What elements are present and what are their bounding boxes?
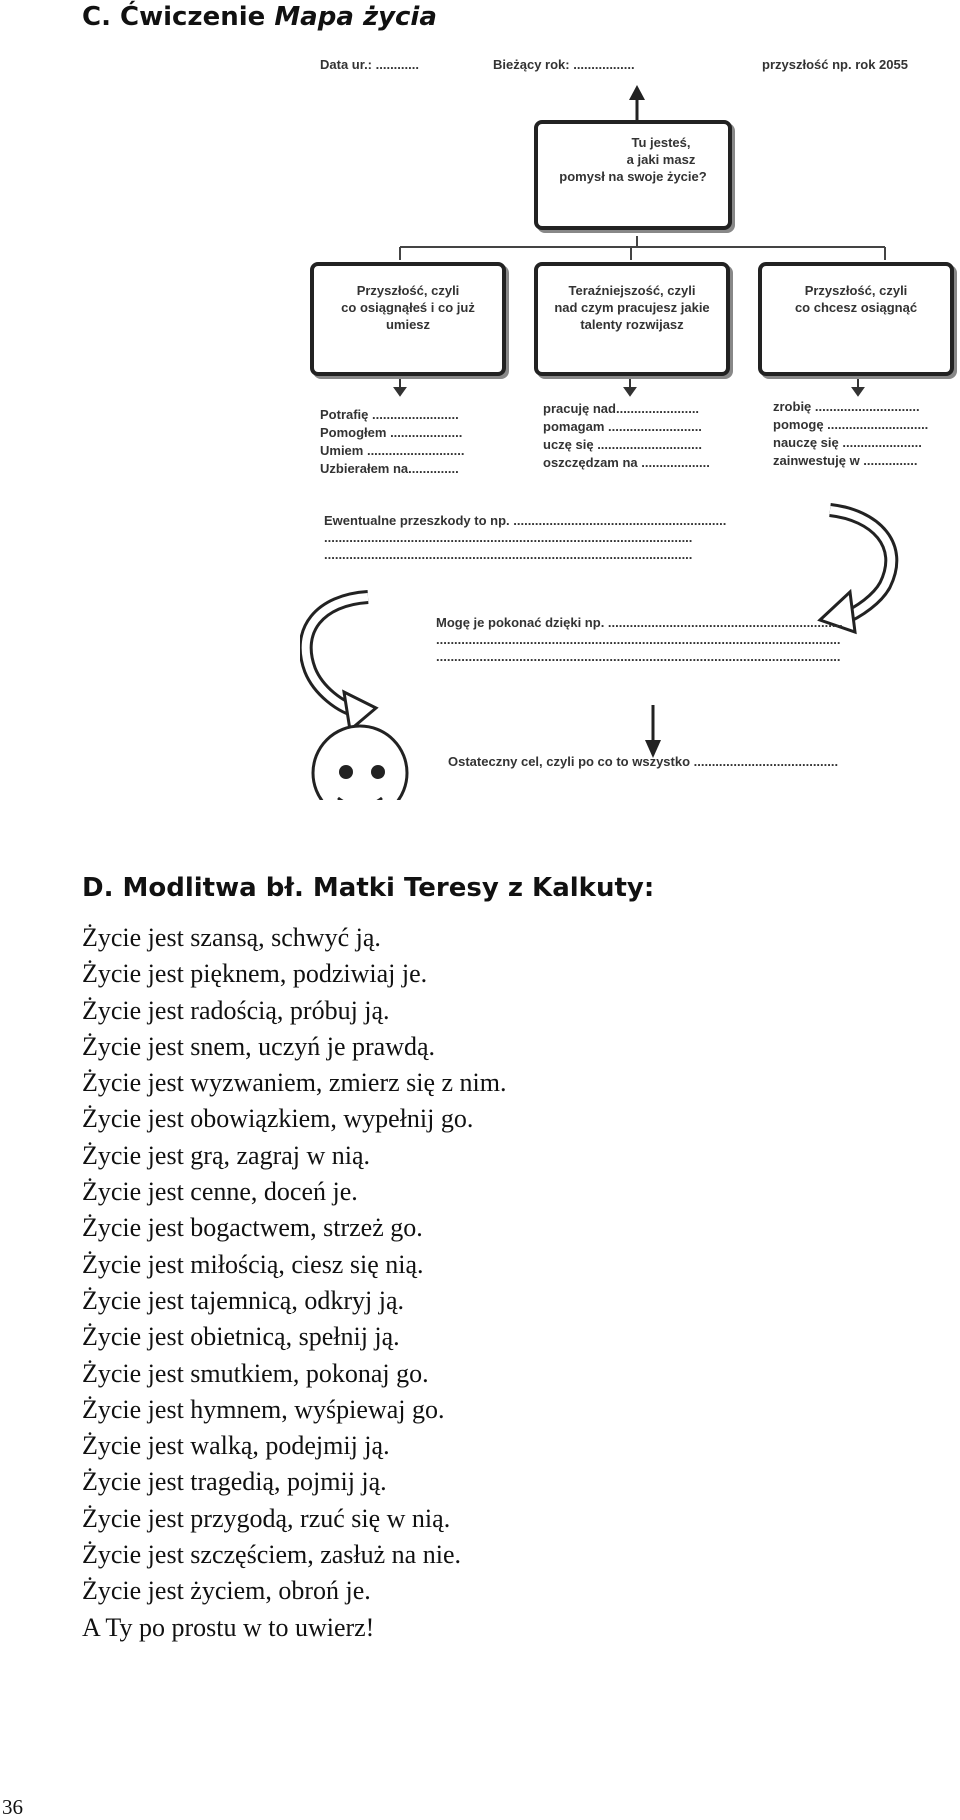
present-list [543, 400, 710, 472]
poem-line: A Ty po prostu w to uwierz! [82, 1612, 375, 1642]
list-item: Pomogłem .................... [320, 425, 463, 440]
past-line-3: umiesz [385, 317, 431, 332]
past-line-1: Przyszłość, czyli [356, 283, 460, 298]
list-item: nauczę się ...................... [773, 435, 922, 450]
poem-line: Życie jest walką, podejmij ją. [82, 1431, 390, 1461]
past-list [320, 406, 464, 478]
center-line-2: a jaki masz [626, 152, 696, 167]
present-line-1: Teraźniejszość, czyli [568, 283, 696, 298]
obstacles-block [324, 512, 726, 563]
center-box [534, 120, 732, 230]
list-item: Umiem ........................... [320, 443, 465, 458]
poem-line: Życie jest grą, zagraj w nią. [82, 1140, 371, 1170]
list-item: Potrafię ........................ [320, 407, 459, 422]
down-arrows [395, 377, 863, 395]
future-line-1: Przyszłość, czyli [804, 283, 908, 298]
overcome-line: ................................................................................................................ [436, 632, 841, 647]
list-item: oszczędzam na ................... [543, 455, 710, 470]
obstacles-line: ...................................................................................................... [324, 530, 693, 545]
section-d-heading: D. Modlitwa bł. Matki Teresy z Kalkuty: [82, 873, 655, 903]
future-line-2: co chcesz osiągnąć [794, 300, 918, 315]
poem-line: Życie jest radością, próbuj ją. [82, 995, 390, 1025]
poem-line: Życie jest życiem, obroń je. [82, 1576, 371, 1606]
current-year-field: Bieżący rok: ................. [493, 57, 635, 72]
final-goal: Ostateczny cel, czyli po co to wszystko ........................................ [448, 754, 839, 769]
poem-line: Życie jest tragedią, pojmij ją. [82, 1467, 387, 1497]
poem-line: Życie jest miłością, ciesz się nią. [82, 1249, 424, 1279]
list-item: pracuję nad....................... [543, 401, 700, 416]
list-item: zrobię ............................. [773, 399, 920, 414]
center-line-1: Tu jesteś, [631, 135, 691, 150]
poem-line: Życie jest bogactwem, strzeż go. [82, 1213, 423, 1243]
future-box [758, 262, 954, 376]
poem-line: Życie jest pięknem, podziwiaj je. [82, 959, 428, 989]
life-map-diagram [300, 40, 960, 800]
obstacles-line: Ewentualne przeszkody to np. ........................................................... [324, 513, 727, 528]
poem-line: Życie jest przygodą, rzuć się w nią. [82, 1503, 451, 1533]
prayer-poem [82, 920, 507, 1646]
list-item: pomagam .......................... [543, 419, 702, 434]
section-c-heading [82, 2, 437, 32]
curved-arrow-left-icon [306, 597, 376, 730]
future-year-field: przyszłość np. rok 2055 [762, 57, 908, 72]
poem-line: Życie jest szansą, schwyć ją. [82, 923, 381, 952]
future-list [773, 398, 928, 470]
list-item: Uzbierałem na.............. [320, 461, 459, 476]
poem-line: Życie jest hymnem, wyśpiewaj go. [82, 1394, 445, 1424]
present-line-2: nad czym pracujesz jakie [554, 300, 710, 315]
poem-line: Życie jest smutkiem, pokonaj go. [82, 1358, 429, 1388]
poem-line: Życie jest snem, uczyń je prawdą. [82, 1031, 436, 1061]
present-line-3: talenty rozwijasz [580, 317, 684, 332]
birth-date-field: Data ur.: ............ [320, 57, 419, 72]
up-arrow-head [629, 85, 645, 100]
past-box [310, 262, 506, 376]
present-box [534, 262, 730, 376]
section-c-prefix: C. Ćwiczenie [82, 2, 275, 32]
past-line-2: co osiągnąłeś i co już [341, 300, 475, 315]
overcome-line: ................................................................................................................ [436, 649, 841, 664]
poem-line: Życie jest obowiązkiem, wypełnij go. [82, 1104, 474, 1134]
section-c-title: Mapa życia [274, 2, 437, 32]
poem-line: Życie jest tajemnicą, odkryj ją. [82, 1285, 404, 1315]
poem-line: Życie jest wyzwaniem, zmierz się z nim. [82, 1068, 507, 1098]
poem-line: Życie jest szczęściem, zasłuż na nie. [82, 1540, 461, 1570]
list-item: uczę się ............................. [543, 437, 702, 452]
obstacles-line: ...................................................................................................... [324, 547, 693, 562]
page-number: 36 [2, 1795, 23, 1819]
overcome-block [436, 614, 843, 665]
overcome-line: Mogę je pokonać dzięki np. ................................................................. [436, 615, 843, 630]
poem-line: Życie jest obietnicą, spełnij ją. [82, 1322, 400, 1352]
list-item: zainwestuję w ............... [773, 453, 918, 468]
center-line-3: pomysł na swoje życie? [559, 169, 707, 184]
poem-line: Życie jest cenne, doceń je. [82, 1177, 358, 1207]
list-item: pomogę ............................ [773, 417, 929, 432]
big-smiley-icon [313, 726, 407, 800]
